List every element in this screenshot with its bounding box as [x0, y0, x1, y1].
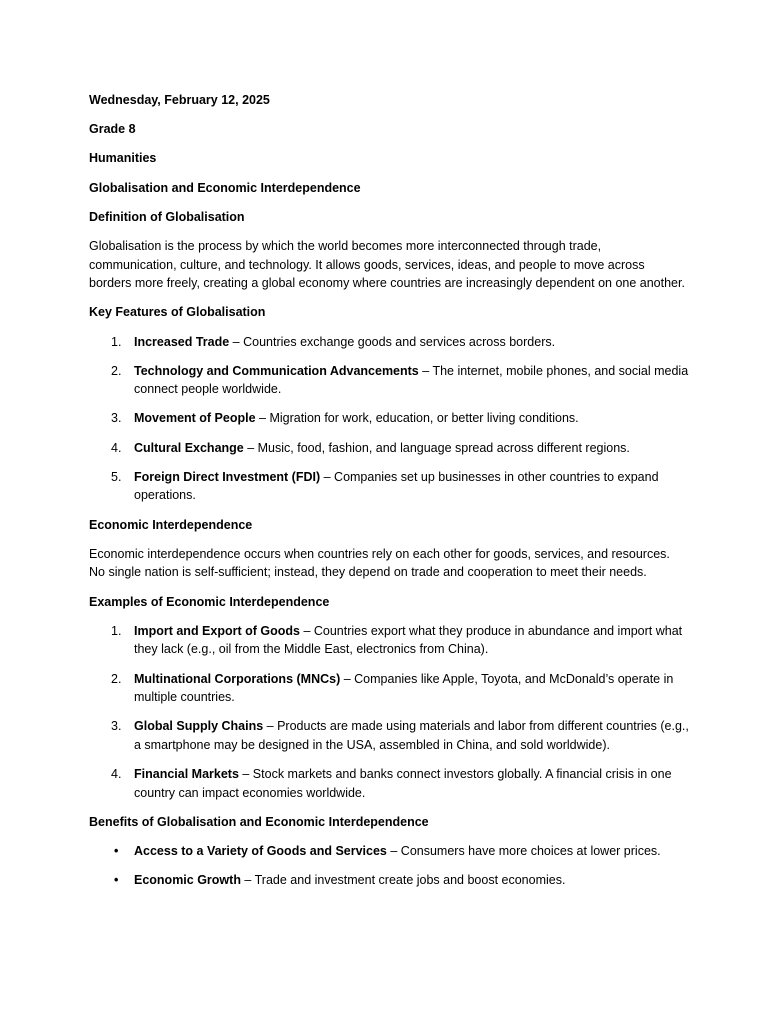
list-number: 4. — [111, 440, 122, 455]
examples-list — [89, 622, 689, 803]
item-description: – Companies set up businesses in other countries to expand operations. — [134, 469, 659, 503]
item-description: – Companies like Apple, Toyota, and McDonald’s operate in multiple countries. — [134, 671, 674, 705]
list-number: 1. — [111, 623, 122, 638]
benefits-list — [89, 842, 689, 890]
list-item — [89, 622, 689, 659]
list-number: 4. — [111, 767, 122, 782]
item-term: Financial Markets — [134, 767, 239, 782]
item-description: – Trade and investment create jobs and boost economies. — [240, 873, 566, 888]
benefits-heading: Benefits of Globalisation and Economic Interdependence — [89, 814, 429, 829]
definition-text: Globalisation is the process by which the world becomes more interconnected through trade, communication, culture, and technology. It allows goods, services, ideas, and people to move across borders more freely, creating a global economy where countries are increasingly dependent on one another. — [89, 238, 685, 291]
list-item — [89, 765, 689, 802]
document-subject: Humanities — [89, 151, 157, 166]
item-description: – Countries export what they produce in abundance and import what they lack (e.g., oil from the Middle East, electronics from China). — [134, 623, 683, 657]
document-page — [89, 91, 689, 900]
item-term: Multinational Corporations (MNCs) — [134, 671, 341, 686]
item-description: – The internet, mobile phones, and social media connect people worldwide. — [134, 363, 689, 397]
item-term: Foreign Direct Investment (FDI) — [134, 469, 321, 484]
interdependence-text: Economic interdependence occurs when countries rely on each other for goods, services, and resources. No single nation is self-sufficient; instead, they depend on trade and cooperation to meet their needs. — [89, 546, 670, 580]
item-term: Technology and Communication Advancements — [134, 363, 419, 378]
list-item — [89, 717, 689, 754]
item-description: – Migration for work, education, or better living conditions. — [255, 411, 579, 426]
item-term: Cultural Exchange — [134, 440, 244, 455]
item-term: Import and Export of Goods — [134, 623, 300, 638]
document-topic: Globalisation and Economic Interdependence — [89, 180, 361, 195]
key-features-heading: Key Features of Globalisation — [89, 305, 266, 320]
item-description: – Countries exchange goods and services across borders. — [229, 334, 556, 349]
list-item — [89, 468, 689, 505]
examples-heading: Examples of Economic Interdependence — [89, 594, 330, 609]
list-number: 1. — [111, 334, 122, 349]
item-description: – Consumers have more choices at lower prices. — [386, 844, 661, 859]
list-number: 5. — [111, 469, 122, 484]
list-number: 2. — [111, 363, 122, 378]
item-term: Global Supply Chains — [134, 719, 264, 734]
item-term: Movement of People — [134, 411, 256, 426]
list-number: 3. — [111, 411, 122, 426]
bullet-icon: • — [114, 844, 119, 859]
list-item — [89, 409, 689, 428]
item-term: Economic Growth — [134, 873, 241, 888]
bullet-icon: • — [114, 873, 119, 888]
list-number: 3. — [111, 719, 122, 734]
item-term: Access to a Variety of Goods and Services — [134, 844, 387, 859]
key-features-list — [89, 333, 689, 506]
document-grade: Grade 8 — [89, 122, 136, 137]
list-item — [89, 439, 689, 458]
item-description: – Stock markets and banks connect investors globally. A financial crisis in one country can impact economies worldwide. — [134, 767, 672, 800]
list-item — [89, 871, 689, 890]
interdependence-heading: Economic Interdependence — [89, 517, 253, 532]
list-item — [89, 362, 689, 399]
list-item — [89, 842, 689, 861]
list-item — [89, 333, 689, 352]
item-description: – Products are made using materials and labor from different countries (e.g., a smartphone may be designed in the USA, assembled in China, and sold worldwide). — [134, 719, 689, 752]
definition-heading: Definition of Globalisation — [89, 209, 245, 224]
list-item — [89, 670, 689, 707]
document-date: Wednesday, February 12, 2025 — [89, 93, 270, 107]
list-number: 2. — [111, 671, 122, 686]
item-term: Increased Trade — [134, 334, 230, 349]
item-description: – Music, food, fashion, and language spread across different regions. — [243, 440, 630, 455]
